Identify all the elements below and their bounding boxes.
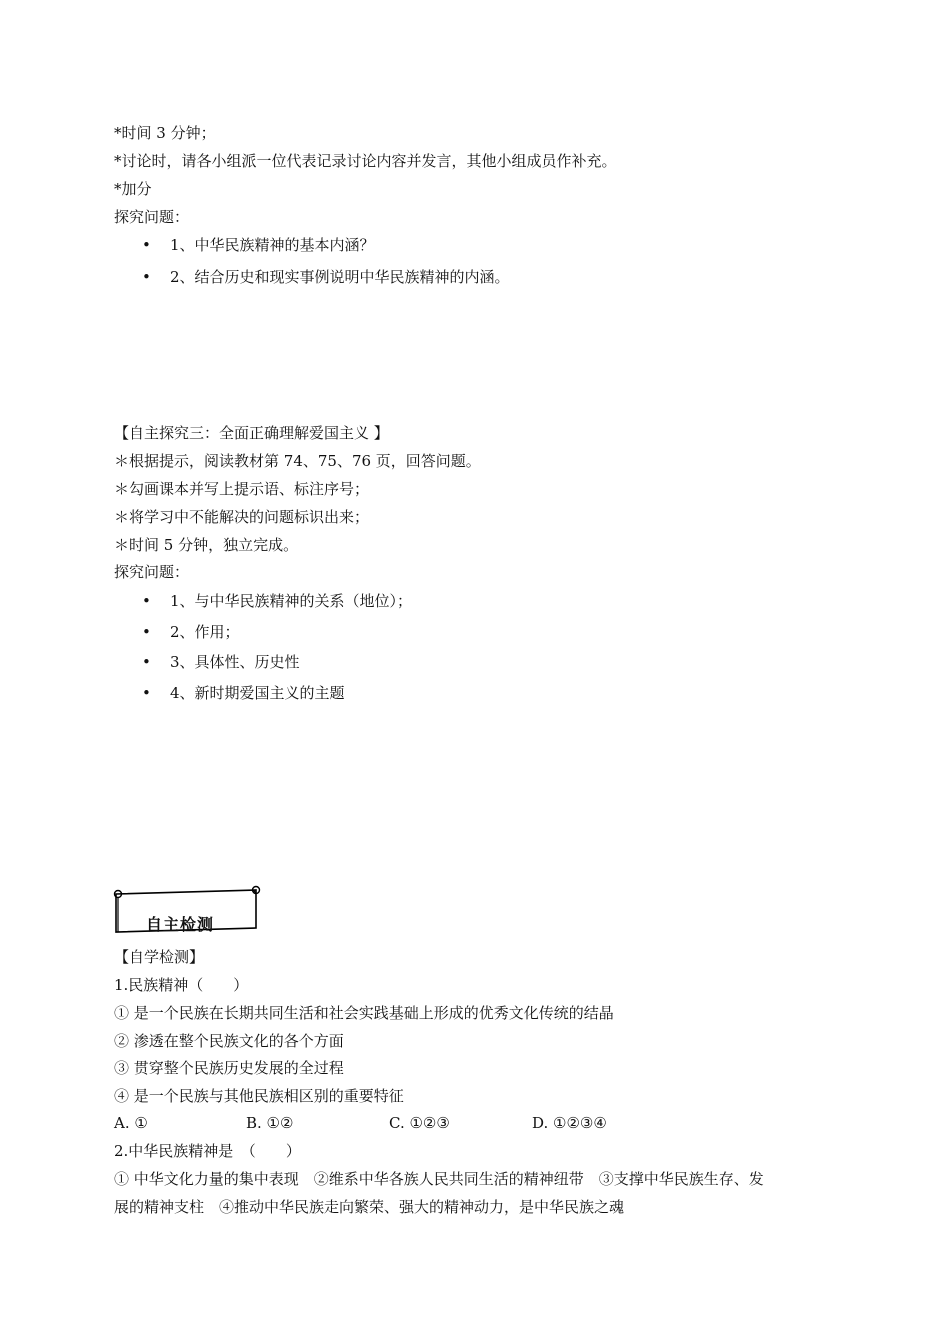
list-item bbox=[142, 652, 300, 672]
section-heading: 【自学检测】 bbox=[114, 948, 205, 966]
bullet-icon: • bbox=[142, 623, 151, 641]
answer-options bbox=[114, 1113, 607, 1133]
question-text: 1、中华民族精神的基本内涵？ bbox=[170, 236, 375, 254]
instruction-line: *加分 bbox=[114, 180, 152, 198]
choice-item: ① 是一个民族在长期共同生活和社会实践基础上形成的优秀文化传统的结晶 bbox=[114, 1004, 614, 1022]
banner-title: 自主检测 bbox=[146, 915, 215, 934]
list-item bbox=[142, 622, 240, 642]
question-text: 2、作用； bbox=[170, 623, 240, 641]
questions-label: 探究问题： bbox=[114, 563, 190, 581]
option-b: B. ①② bbox=[246, 1114, 294, 1132]
list-item bbox=[142, 591, 412, 611]
choice-item: ② 渗透在整个民族文化的各个方面 bbox=[114, 1032, 344, 1050]
question-text: 3、具体性、历史性 bbox=[170, 653, 300, 671]
bullet-icon: • bbox=[142, 236, 151, 254]
instruction-line: ＊时间 5 分钟，独立完成。 bbox=[114, 536, 299, 554]
instruction-line: *时间 3 分钟； bbox=[114, 124, 216, 142]
choice-item: ③ 贯穿整个民族历史发展的全过程 bbox=[114, 1059, 344, 1077]
list-item bbox=[142, 267, 510, 287]
choice-line: 展的精神支柱 ④推动中华民族走向繁荣、强大的精神动力，是中华民族之魂 bbox=[114, 1198, 625, 1216]
choice-line: ① 中华文化力量的集中表现 ②维系中华各族人民共同生活的精神纽带 ③支撑中华民族生存、发 bbox=[114, 1170, 764, 1188]
questions-label: 探究问题： bbox=[114, 208, 190, 226]
bullet-icon: • bbox=[142, 653, 151, 671]
option-a: A. ① bbox=[114, 1114, 148, 1132]
question-stem: 2.中华民族精神是 （ ） bbox=[114, 1142, 301, 1160]
instruction-line: *讨论时，请各小组派一位代表记录讨论内容并发言，其他小组成员作补充。 bbox=[114, 152, 617, 170]
choice-item: ④ 是一个民族与其他民族相区别的重要特征 bbox=[114, 1087, 404, 1105]
instruction-line: ＊勾画课本并写上提示语、标注序号； bbox=[114, 480, 370, 498]
option-d: D. ①②③④ bbox=[532, 1114, 607, 1132]
list-item bbox=[142, 683, 345, 703]
section-heading: 【自主探究三：全面正确理解爱国主义 】 bbox=[114, 424, 389, 442]
instruction-line: ＊将学习中不能解决的问题标识出来； bbox=[114, 508, 370, 526]
instruction-line: ＊根据提示，阅读教材第 74、75、76 页，回答问题。 bbox=[114, 452, 481, 470]
bullet-icon: • bbox=[142, 268, 151, 286]
question-text: 4、新时期爱国主义的主题 bbox=[170, 684, 345, 702]
option-c: C. ①②③ bbox=[389, 1114, 450, 1132]
list-item bbox=[142, 235, 375, 255]
section-banner bbox=[112, 884, 262, 936]
bullet-icon: • bbox=[142, 684, 151, 702]
question-stem: 1.民族精神（ ） bbox=[114, 976, 249, 994]
question-text: 1、与中华民族精神的关系（地位）； bbox=[170, 592, 413, 610]
bullet-icon: • bbox=[142, 592, 151, 610]
question-text: 2、结合历史和现实事例说明中华民族精神的内涵。 bbox=[170, 268, 510, 286]
